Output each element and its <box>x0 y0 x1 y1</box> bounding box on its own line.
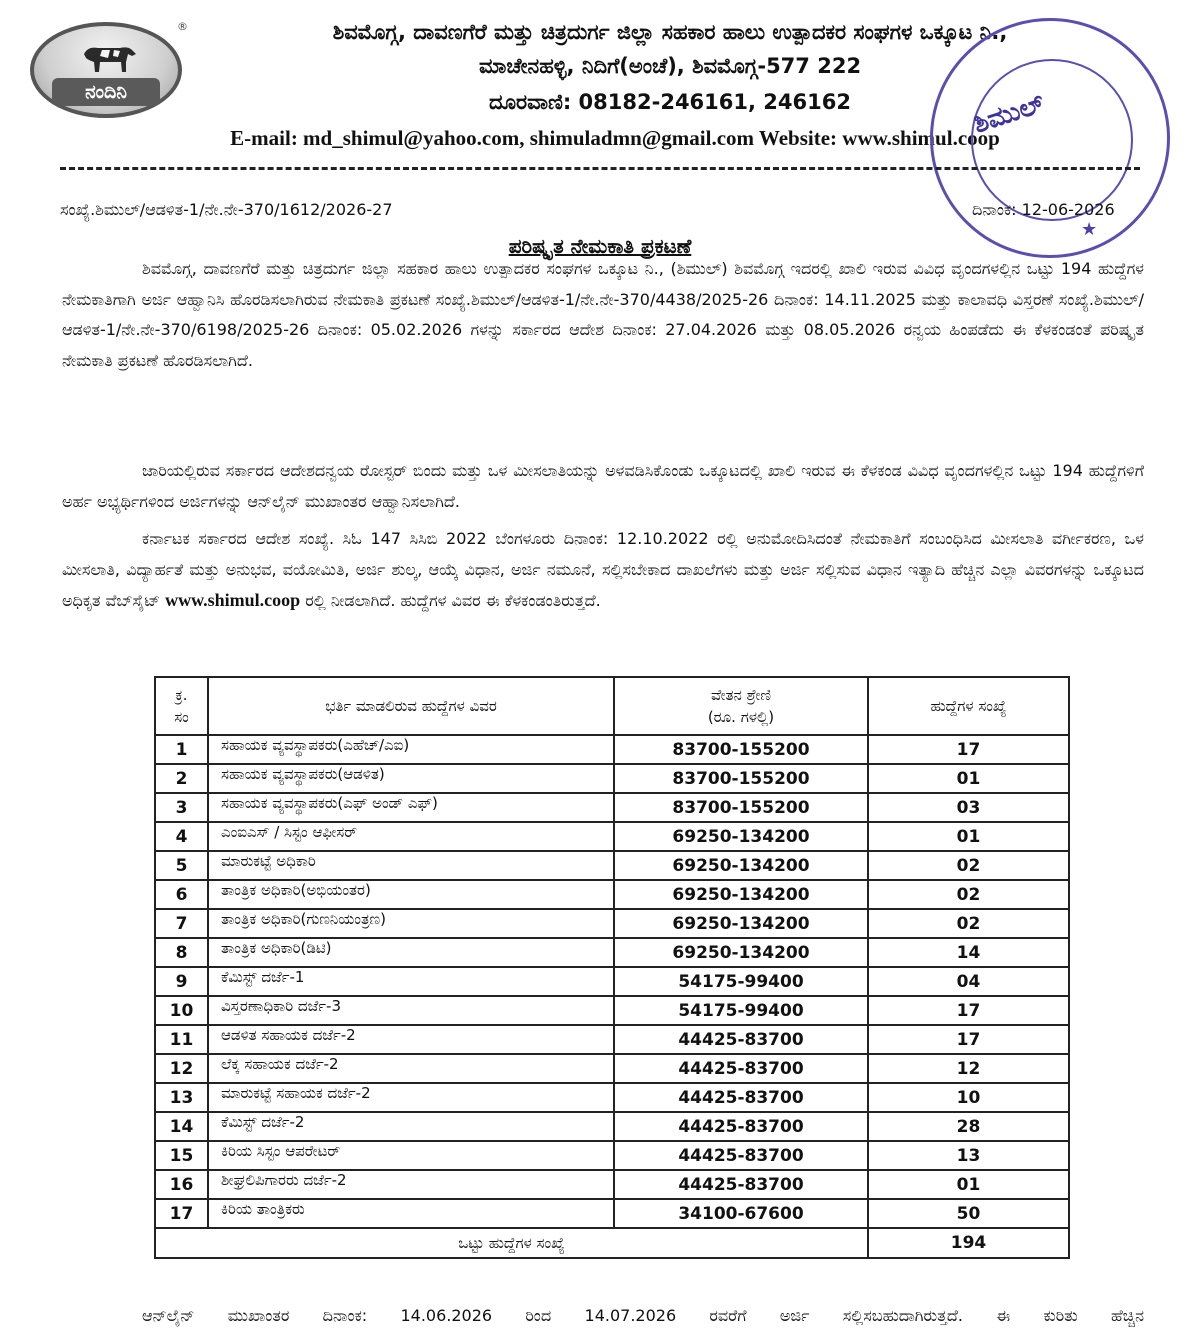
cell-post-name: ಕೆಮಿಸ್ಟ್ ದರ್ಜೆ-1 <box>208 967 614 996</box>
cell-post-name: ಸಹಾಯಕ ವ್ಯವಸ್ಥಾಪಕರು(ಆಡಳಿತ) <box>208 764 614 793</box>
cell-pay-scale: 44425-83700 <box>614 1112 868 1141</box>
seal-name: ಶಿಮುಲ್ <box>969 88 1049 140</box>
cell-sl-no: 7 <box>155 909 208 938</box>
logo-brand-text: ನಂದಿನಿ <box>52 78 160 106</box>
cell-pay-scale: 34100-67600 <box>614 1199 868 1228</box>
cell-sl-no: 16 <box>155 1170 208 1199</box>
cell-post-name: ಶೀಘ್ರಲಿಪಿಗಾರರು ದರ್ಜೆ-2 <box>208 1170 614 1199</box>
cell-post-name: ಲೆಕ್ಕ ಸಹಾಯಕ ದರ್ಜೆ-2 <box>208 1054 614 1083</box>
cell-sl-no: 11 <box>155 1025 208 1054</box>
cell-post-count: 02 <box>868 909 1069 938</box>
cell-post-name: ಮಾರುಕಟ್ಟೆ ಸಹಾಯಕ ದರ್ಜೆ-2 <box>208 1083 614 1112</box>
table-row <box>155 880 1069 909</box>
cell-post-name: ವಿಸ್ತರಣಾಧಿಕಾರಿ ದರ್ಜೆ-3 <box>208 996 614 1025</box>
cell-pay-scale: 54175-99400 <box>614 996 868 1025</box>
cell-sl-no: 17 <box>155 1199 208 1228</box>
star-icon: ★ <box>1081 219 1098 240</box>
paragraph-3-text: ಕರ್ನಾಟಕ ಸರ್ಕಾರದ ಆದೇಶ ಸಂಖ್ಯೆ. ಸಿಓ 147 ಸಿಸಿಬಿ 2022 ಬೆಂಗಳೂರು ದಿನಾಂಕ: 12.10.2022 ರಲ್ಲಿ ಅನುಮೋದಿಸಿದಂತೆ ನೇಮಕಾತಿಗೆ ಸಂಬಂಧಿಸಿದ ಮೀಸಲಾತಿ ವರ್ಗೀಕರಣ, ಒಳ ಮೀಸಲಾತಿ, ವಿದ್ಯಾರ್ಹತೆ ಮತ್ತು ಅನುಭವ, ವಯೋಮಿತಿ, ಅರ್ಜಿ ಶುಲ್ಕ, ಆಯ್ಕೆ ವಿಧಾನ, ಅರ್ಜಿ ನಮೂನೆ, ಸಲ್ಲಿಸಬೇಕಾದ ದಾಖಲೆಗಳು ಮತ್ತು ಅರ್ಜಿ ಸಲ್ಲಿಸುವ ವಿಧಾನ ಇತ್ಯಾದಿ ಹೆಚ್ಚಿನ ಎಲ್ಲಾ ವಿವರಗಳನ್ನು ಒಕ್ಕೂಟದ ಅಧಿಕೃತ ವೆಬ್‌ಸೈಟ್ <box>62 529 1144 610</box>
cell-pay-scale: 44425-83700 <box>614 1170 868 1199</box>
reference-number: ಸಂಖ್ಯೆ.ಶಿಮುಲ್/ಆಡಳಿತ-1/ನೇ.ನೇ-370/1612/2026-27 <box>60 200 393 219</box>
cell-post-name: ಆಡಳಿತ ಸಹಾಯಕ ದರ್ಜೆ-2 <box>208 1025 614 1054</box>
header-address: ಮಾಚೇನಹಳ್ಳಿ, ನಿದಿಗೆ(ಅಂಚೆ), ಶಿವಮೊಗ್ಗ-577 222 <box>478 54 862 78</box>
cell-post-count: 10 <box>868 1083 1069 1112</box>
notice-title-text: ಪರಿಷ್ಕೃತ ನೇಮಕಾತಿ ಪ್ರಕಟಣೆ <box>508 234 692 258</box>
header-email-website: E-mail: md_shimul@yahoo.com, shimuladmn@gmail.com Website: www.shimul.coop <box>230 126 1000 150</box>
cell-post-count: 17 <box>868 735 1069 764</box>
cell-pay-scale: 69250-134200 <box>614 909 868 938</box>
cell-sl-no: 2 <box>155 764 208 793</box>
cell-sl-no: 3 <box>155 793 208 822</box>
footer-text: ಆನ್‌ಲೈನ್ ಮುಖಾಂತರ ದಿನಾಂಕ: 14.06.2026 ರಿಂದ 14.07.2026 ರವರೆಗೆ ಅರ್ಜಿ ಸಲ್ಲಿಸಬಹುದಾಗಿರುತ್ತದೆ. ಈ ಕುರಿತು ಹೆಚ್ಚಿನ <box>142 1306 1144 1325</box>
reference-date: ದಿನಾಂಕ: 12-06-2026 <box>972 200 1115 219</box>
paragraph-3-tail: ರಲ್ಲಿ ನೀಡಲಾಗಿದೆ. ಹುದ್ದೆಗಳ ವಿವರ ಈ ಕೆಳಕಂಡಂತಿರುತ್ತದೆ. <box>300 591 601 610</box>
table-row <box>155 1141 1069 1170</box>
cell-post-name: ಕಿರಿಯ ತಾಂತ್ರಿಕರು <box>208 1199 614 1228</box>
cell-post-count: 01 <box>868 1170 1069 1199</box>
header-phone: ದೂರವಾಣಿ: 08182-246161, 246162 <box>489 90 851 114</box>
cell-pay-scale: 69250-134200 <box>614 880 868 909</box>
header-org-name: ಶಿವಮೊಗ್ಗ, ದಾವಣಗೆರೆ ಮತ್ತು ಚಿತ್ರದುರ್ಗ ಜಿಲ್ಲಾ ಸಹಕಾರ ಹಾಲು ಉತ್ಪಾದಕರ ಸಂಘಗಳ ಒಕ್ಕೂಟ ನಿ., <box>332 20 1008 44</box>
cell-post-count: 13 <box>868 1141 1069 1170</box>
table-row <box>155 1112 1069 1141</box>
cell-sl-no: 12 <box>155 1054 208 1083</box>
table-row <box>155 1054 1069 1083</box>
cell-sl-no: 8 <box>155 938 208 967</box>
official-seal <box>930 18 1170 258</box>
cell-sl-no: 5 <box>155 851 208 880</box>
seal-inner-ring <box>971 59 1133 221</box>
cell-post-name: ಕಿರಿಯ ಸಿಸ್ಟಂ ಆಪರೇಟರ್ <box>208 1141 614 1170</box>
cell-sl-no: 10 <box>155 996 208 1025</box>
cell-post-count: 03 <box>868 793 1069 822</box>
header-sl-no: ಕ್ರ. ಸಂ <box>155 677 208 735</box>
registered-mark: ® <box>177 20 188 33</box>
total-value: 194 <box>868 1228 1069 1258</box>
paragraph-1: ಶಿವಮೊಗ್ಗ, ದಾವಣಗೆರೆ ಮತ್ತು ಚಿತ್ರದುರ್ಗ ಜಿಲ್ಲಾ ಸಹಕಾರ ಹಾಲು ಉತ್ಪಾದಕರ ಸಂಘಗಳ ಒಕ್ಕೂಟ ನಿ., (ಶಿಮುಲ್) ಶಿವಮೊಗ್ಗ ಇದರಲ್ಲಿ ಖಾಲಿ ಇರುವ ವಿವಿಧ ವೃಂದಗಳಲ್ಲಿನ ಒಟ್ಟು 194 ಹುದ್ದೆಗಳ ನೇಮಕಾತಿಗಾಗಿ ಅರ್ಜಿ ಆಹ್ವಾನಿಸಿ ಹೊರಡಿಸಲಾಗಿರುವ ನೇಮಕಾತಿ ಪ್ರಕಟಣೆ ಸಂಖ್ಯೆ.ಶಿಮುಲ್/ಆಡಳಿತ-1/ನೇ.ನೇ-370/4438/2025-26 ದಿನಾಂಕ: 14.11.2025 ಮತ್ತು ಕಾಲಾವಧಿ ವಿಸ್ತರಣೆ ಸಂಖ್ಯೆ.ಶಿಮುಲ್/ಆಡಳಿತ-1/ನೇ.ನೇ-370/6198/2025-26 ದಿನಾಂಕ: 05.02.2026 ಗಳನ್ನು ಸರ್ಕಾರದ ಆದೇಶ ದಿನಾಂಕ: 27.04.2026 ಮತ್ತು 08.05.2026 ರನ್ವಯ ಹಿಂಪಡೆದು ಈ ಕೆಳಕಂಡಂತೆ ಪರಿಷ್ಕೃತ ನೇಮಕಾತಿ ಪ್ರಕಟಣೆ ಹೊರಡಿಸಲಾಗಿದೆ. <box>62 259 1144 370</box>
header-divider <box>60 167 1140 170</box>
cell-sl-no: 9 <box>155 967 208 996</box>
table-row <box>155 764 1069 793</box>
cell-post-count: 17 <box>868 996 1069 1025</box>
cell-post-count: 17 <box>868 1025 1069 1054</box>
cell-pay-scale: 69250-134200 <box>614 938 868 967</box>
cell-post-name: ತಾಂತ್ರಿಕ ಅಧಿಕಾರಿ(ಡಿಟಿ) <box>208 938 614 967</box>
cell-post-count: 02 <box>868 851 1069 880</box>
cell-post-count: 14 <box>868 938 1069 967</box>
cell-post-count: 28 <box>868 1112 1069 1141</box>
table-row <box>155 1170 1069 1199</box>
cell-post-name: ಸಹಾಯಕ ವ್ಯವಸ್ಥಾಪಕರು(ಎಹೆಚ್/ಎಐ) <box>208 735 614 764</box>
cell-sl-no: 13 <box>155 1083 208 1112</box>
table-row <box>155 996 1069 1025</box>
cell-pay-scale: 44425-83700 <box>614 1025 868 1054</box>
cell-post-name: ಸಹಾಯಕ ವ್ಯವಸ್ಥಾಪಕರು(ಎಫ್ ಅಂಡ್ ಎಫ್) <box>208 793 614 822</box>
cell-sl-no: 1 <box>155 735 208 764</box>
cell-post-count: 04 <box>868 967 1069 996</box>
cell-pay-scale: 54175-99400 <box>614 967 868 996</box>
cell-post-name: ಮಾರುಕಟ್ಟೆ ಅಧಿಕಾರಿ <box>208 851 614 880</box>
paragraph-3 <box>62 524 1144 617</box>
cell-post-count: 50 <box>868 1199 1069 1228</box>
table-row <box>155 1025 1069 1054</box>
cell-pay-scale: 83700-155200 <box>614 735 868 764</box>
cell-post-count: 01 <box>868 764 1069 793</box>
posts-table <box>154 676 1070 1259</box>
cell-pay-scale: 44425-83700 <box>614 1083 868 1112</box>
table-row <box>155 851 1069 880</box>
cell-pay-scale: 83700-155200 <box>614 764 868 793</box>
cell-post-name: ಕೆಮಿಸ್ಟ್ ದರ್ಜೆ-2 <box>208 1112 614 1141</box>
cell-pay-scale: 69250-134200 <box>614 851 868 880</box>
cell-pay-scale: 83700-155200 <box>614 793 868 822</box>
table-header-row <box>155 677 1069 735</box>
table-row <box>155 938 1069 967</box>
nandini-logo <box>30 20 188 118</box>
table-row <box>155 793 1069 822</box>
total-label: ಒಟ್ಟು ಹುದ್ದೆಗಳ ಸಂಖ್ಯೆ <box>155 1228 868 1258</box>
cell-pay-scale: 44425-83700 <box>614 1141 868 1170</box>
cell-pay-scale: 69250-134200 <box>614 822 868 851</box>
cell-pay-scale: 44425-83700 <box>614 1054 868 1083</box>
header-post-count: ಹುದ್ದೆಗಳ ಸಂಖ್ಯೆ <box>868 677 1069 735</box>
cell-sl-no: 14 <box>155 1112 208 1141</box>
table-row <box>155 1083 1069 1112</box>
header-post-details: ಭರ್ತಿ ಮಾಡಲಿರುವ ಹುದ್ದೆಗಳ ವಿವರ <box>208 677 614 735</box>
paragraph-2: ಜಾರಿಯಲ್ಲಿರುವ ಸರ್ಕಾರದ ಆದೇಶದನ್ವಯ ರೋಸ್ಟರ್ ಬಿಂದು ಮತ್ತು ಒಳ ಮೀಸಲಾತಿಯನ್ನು ಅಳವಡಿಸಿಕೊಂಡು ಒಕ್ಕೂಟದಲ್ಲಿ ಖಾಲಿ ಇರುವ ಈ ಕೆಳಕಂಡ ವಿವಿಧ ವೃಂದಗಳಲ್ಲಿನ ಒಟ್ಟು 194 ಹುದ್ದೆಗಳಿಗೆ ಅರ್ಹ ಅಭ್ಯರ್ಥಿಗಳಿಂದ ಅರ್ಜಿಗಳನ್ನು ಆನ್‌ಲೈನ್ ಮುಖಾಂತರ ಆಹ್ವಾನಿಸಲಾಗಿದೆ. <box>62 461 1144 511</box>
table-row <box>155 967 1069 996</box>
table-total-row <box>155 1228 1069 1258</box>
website-link[interactable]: www.shimul.coop <box>165 590 301 610</box>
header-pay-scale: ವೇತನ ಶ್ರೇಣಿ (ರೂ. ಗಳಲ್ಲಿ) <box>614 677 868 735</box>
table-row <box>155 735 1069 764</box>
cell-sl-no: 6 <box>155 880 208 909</box>
cell-post-count: 12 <box>868 1054 1069 1083</box>
table-row <box>155 822 1069 851</box>
cell-sl-no: 15 <box>155 1141 208 1170</box>
cell-sl-no: 4 <box>155 822 208 851</box>
cell-post-count: 01 <box>868 822 1069 851</box>
cell-post-name: ಎಂಐಎಸ್ / ಸಿಸ್ಟಂ ಆಫೀಸರ್ <box>208 822 614 851</box>
table-row <box>155 909 1069 938</box>
cell-post-name: ತಾಂತ್ರಿಕ ಅಧಿಕಾರಿ(ಅಭಿಯಂತರ) <box>208 880 614 909</box>
cow-icon <box>80 40 138 74</box>
cell-post-count: 02 <box>868 880 1069 909</box>
table-row <box>155 1199 1069 1228</box>
cell-post-name: ತಾಂತ್ರಿಕ ಅಧಿಕಾರಿ(ಗುಣನಿಯಂತ್ರಣ) <box>208 909 614 938</box>
